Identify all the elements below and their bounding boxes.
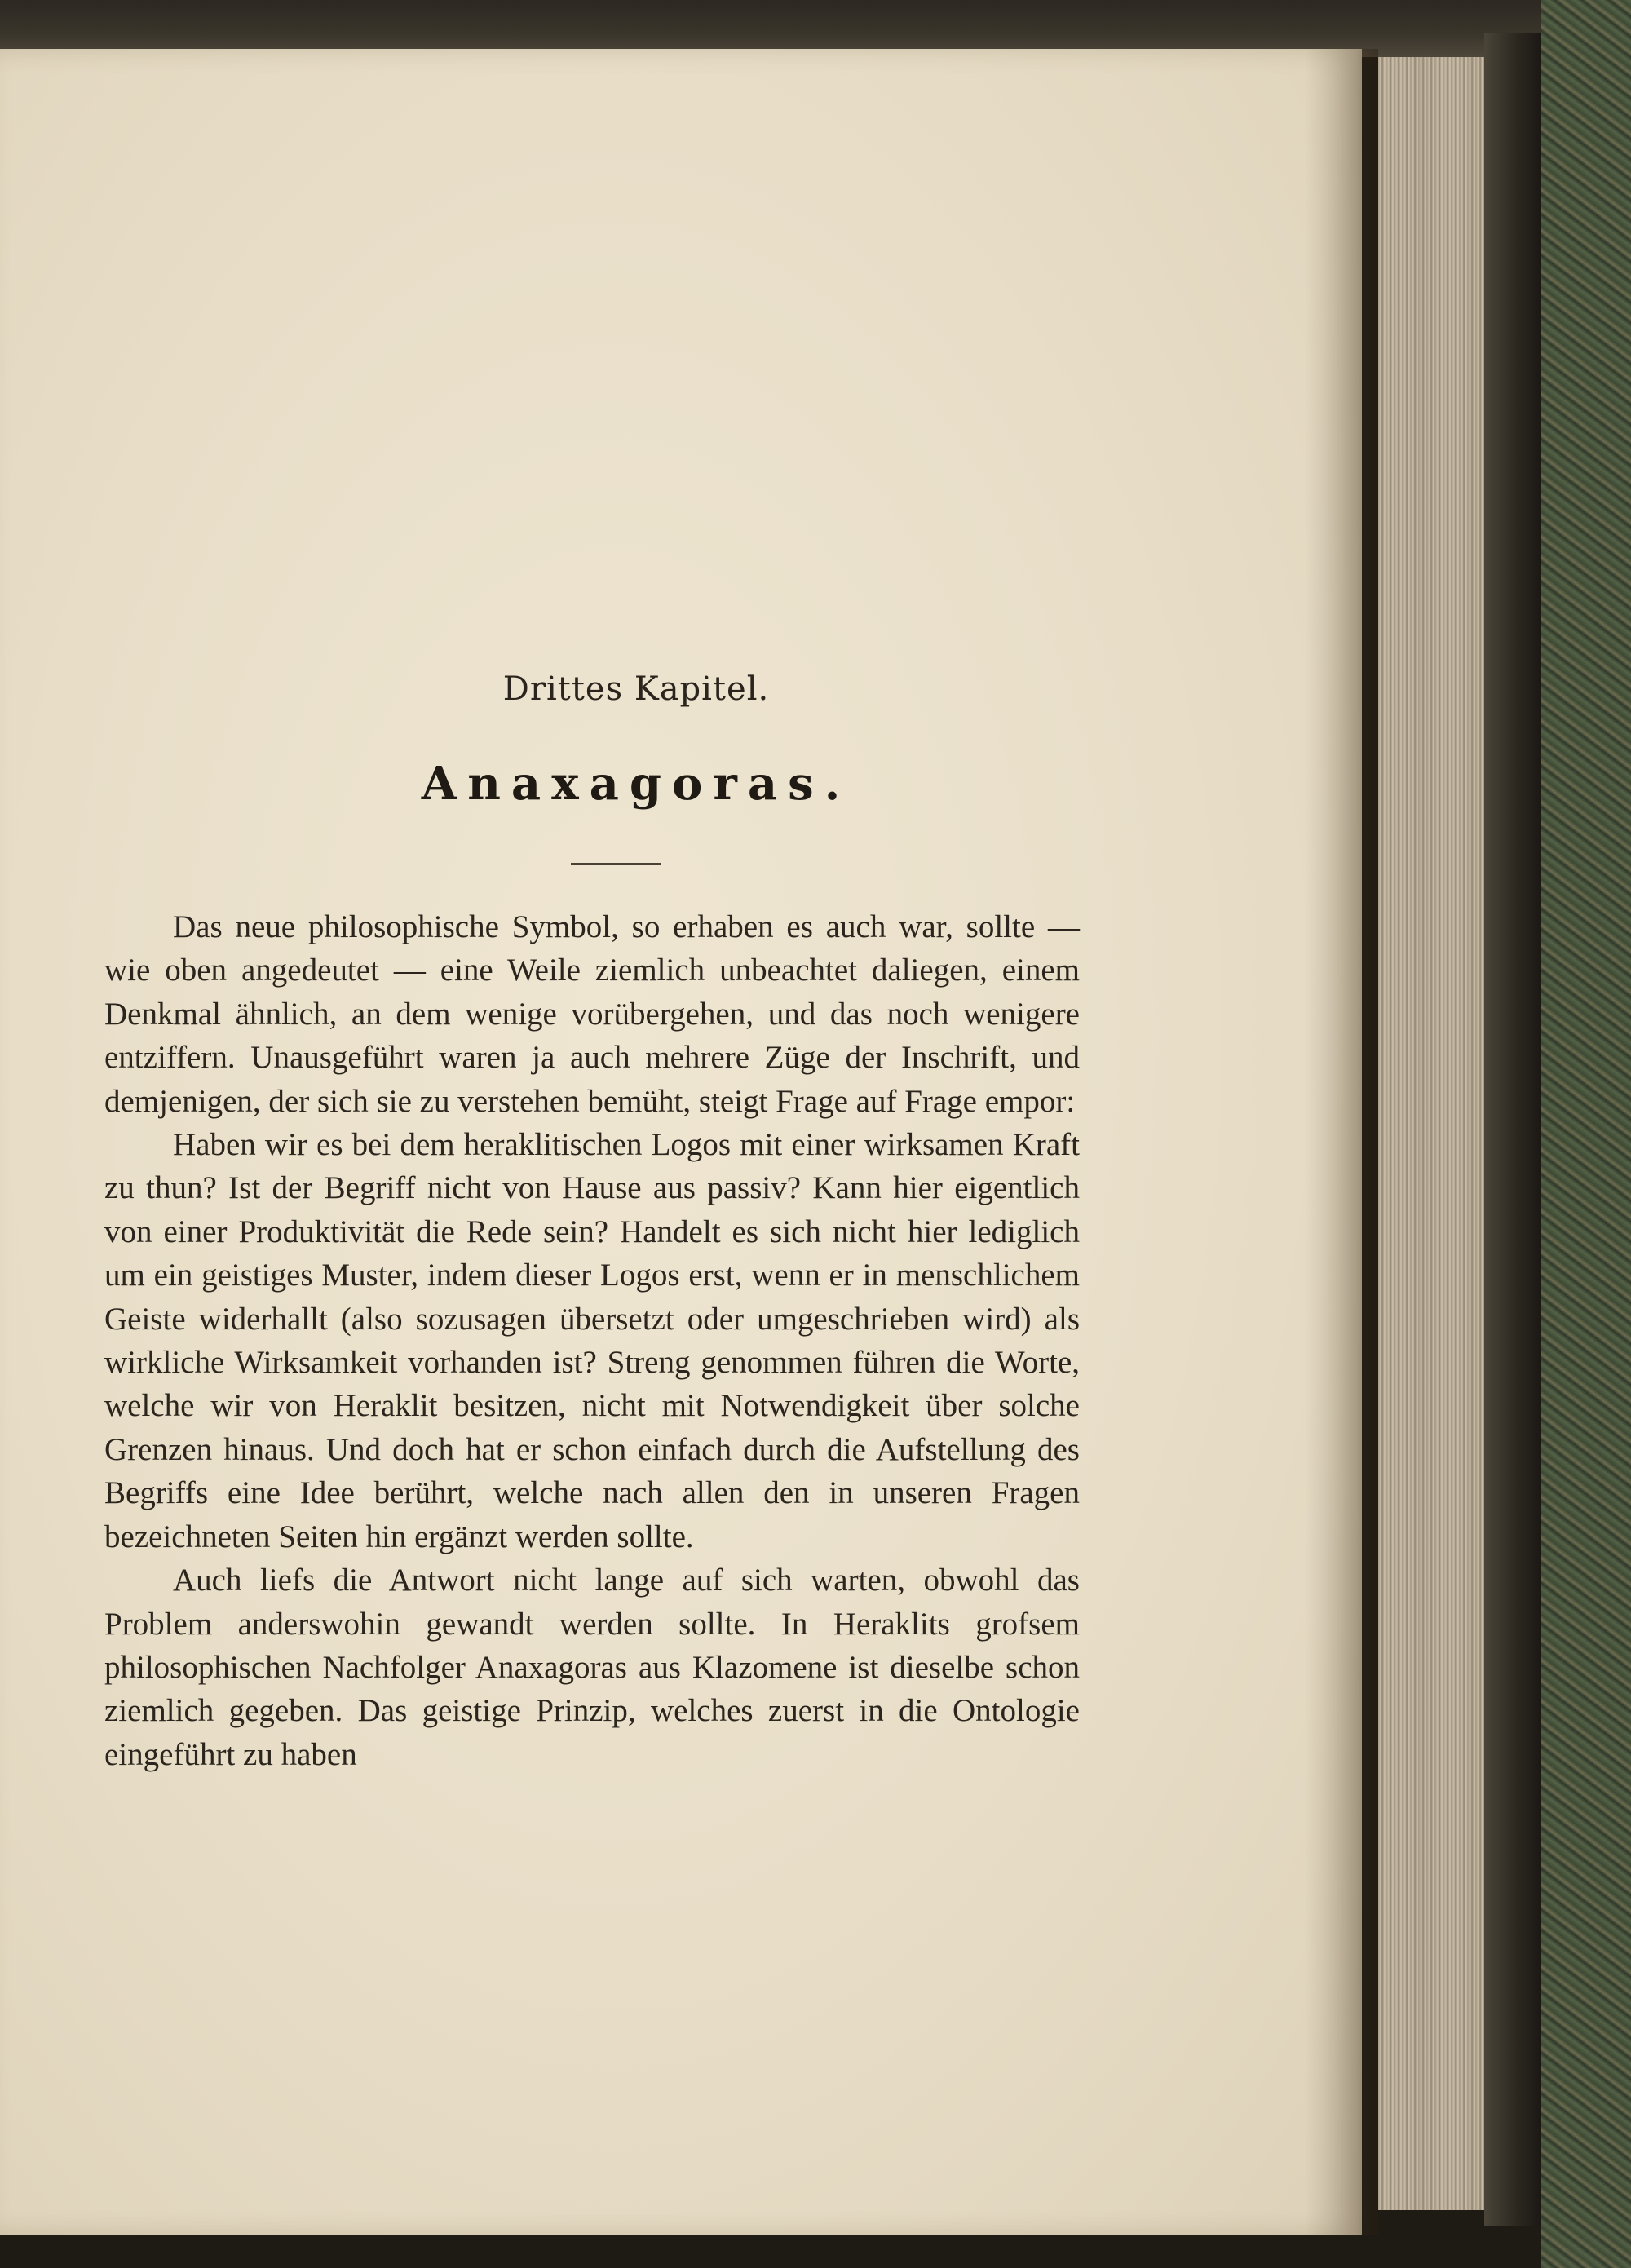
paragraph-1: Das neue philosophische Symbol, so erhaben es auch war, sollte — wie oben angedeutet — eine Weile ziemlich unbeachtet daliegen, einem Denkmal ähnlich, an dem wenige vorübergehen, und das noch wenigere entziffern. Unausgeführt waren ja auch mehrere Züge der Inschrift, und demjenigen, der sich sie zu verstehen bemüht, steigt Frage auf Frage empor: bbox=[104, 909, 1080, 1119]
page-gutter-shadow bbox=[1305, 49, 1378, 2235]
cover-shadow bbox=[1484, 33, 1541, 2226]
chapter-heading: Drittes Kapitel. bbox=[502, 670, 770, 708]
paragraph-3: Auch liefs die Antwort nicht lange auf sich warten, obwohl das Problem anderswohin gewandt werden sollte. In Heraklits grofsem philosophischen Nachfolger Anaxagoras aus Klazomene ist dieselbe schon ziemlich gegeben. Das geistige Prinzip, welches zuerst in die Ontologie eingeführt zu haben bbox=[104, 1563, 1080, 1772]
chapter-title: Anaxagoras. bbox=[421, 757, 851, 811]
page-edges bbox=[1378, 57, 1492, 2210]
book-cover-edge bbox=[1541, 0, 1631, 2268]
paragraph-2: Haben wir es bei dem heraklitischen Logos mit einer wirksamen Kraft zu thun? Ist der Begriff nicht von Hause aus passiv? Kann hier eigentlich von einer Produktivität die Rede sein? Handelt es sich nicht hier lediglich um ein geistiges Muster, indem dieser Logos erst, wenn er in menschlichem Geiste widerhallt (also sozusagen übersetzt oder umgeschrieben wird) als wirkliche Wirksamkeit vorhanden ist? Streng genommen führen die Worte, welche wir von Heraklit besitzen, nicht mit Notwendigkeit über solche Grenzen hinaus. Und doch hat er schon einfach durch die Aufstellung des Begriffs eine Idee berührt, welche nach allen den in unseren Fragen bezeichneten Seiten hin ergänzt werden sollte. bbox=[104, 1127, 1080, 1554]
title-rule bbox=[571, 863, 661, 865]
body-text bbox=[104, 905, 1080, 1776]
